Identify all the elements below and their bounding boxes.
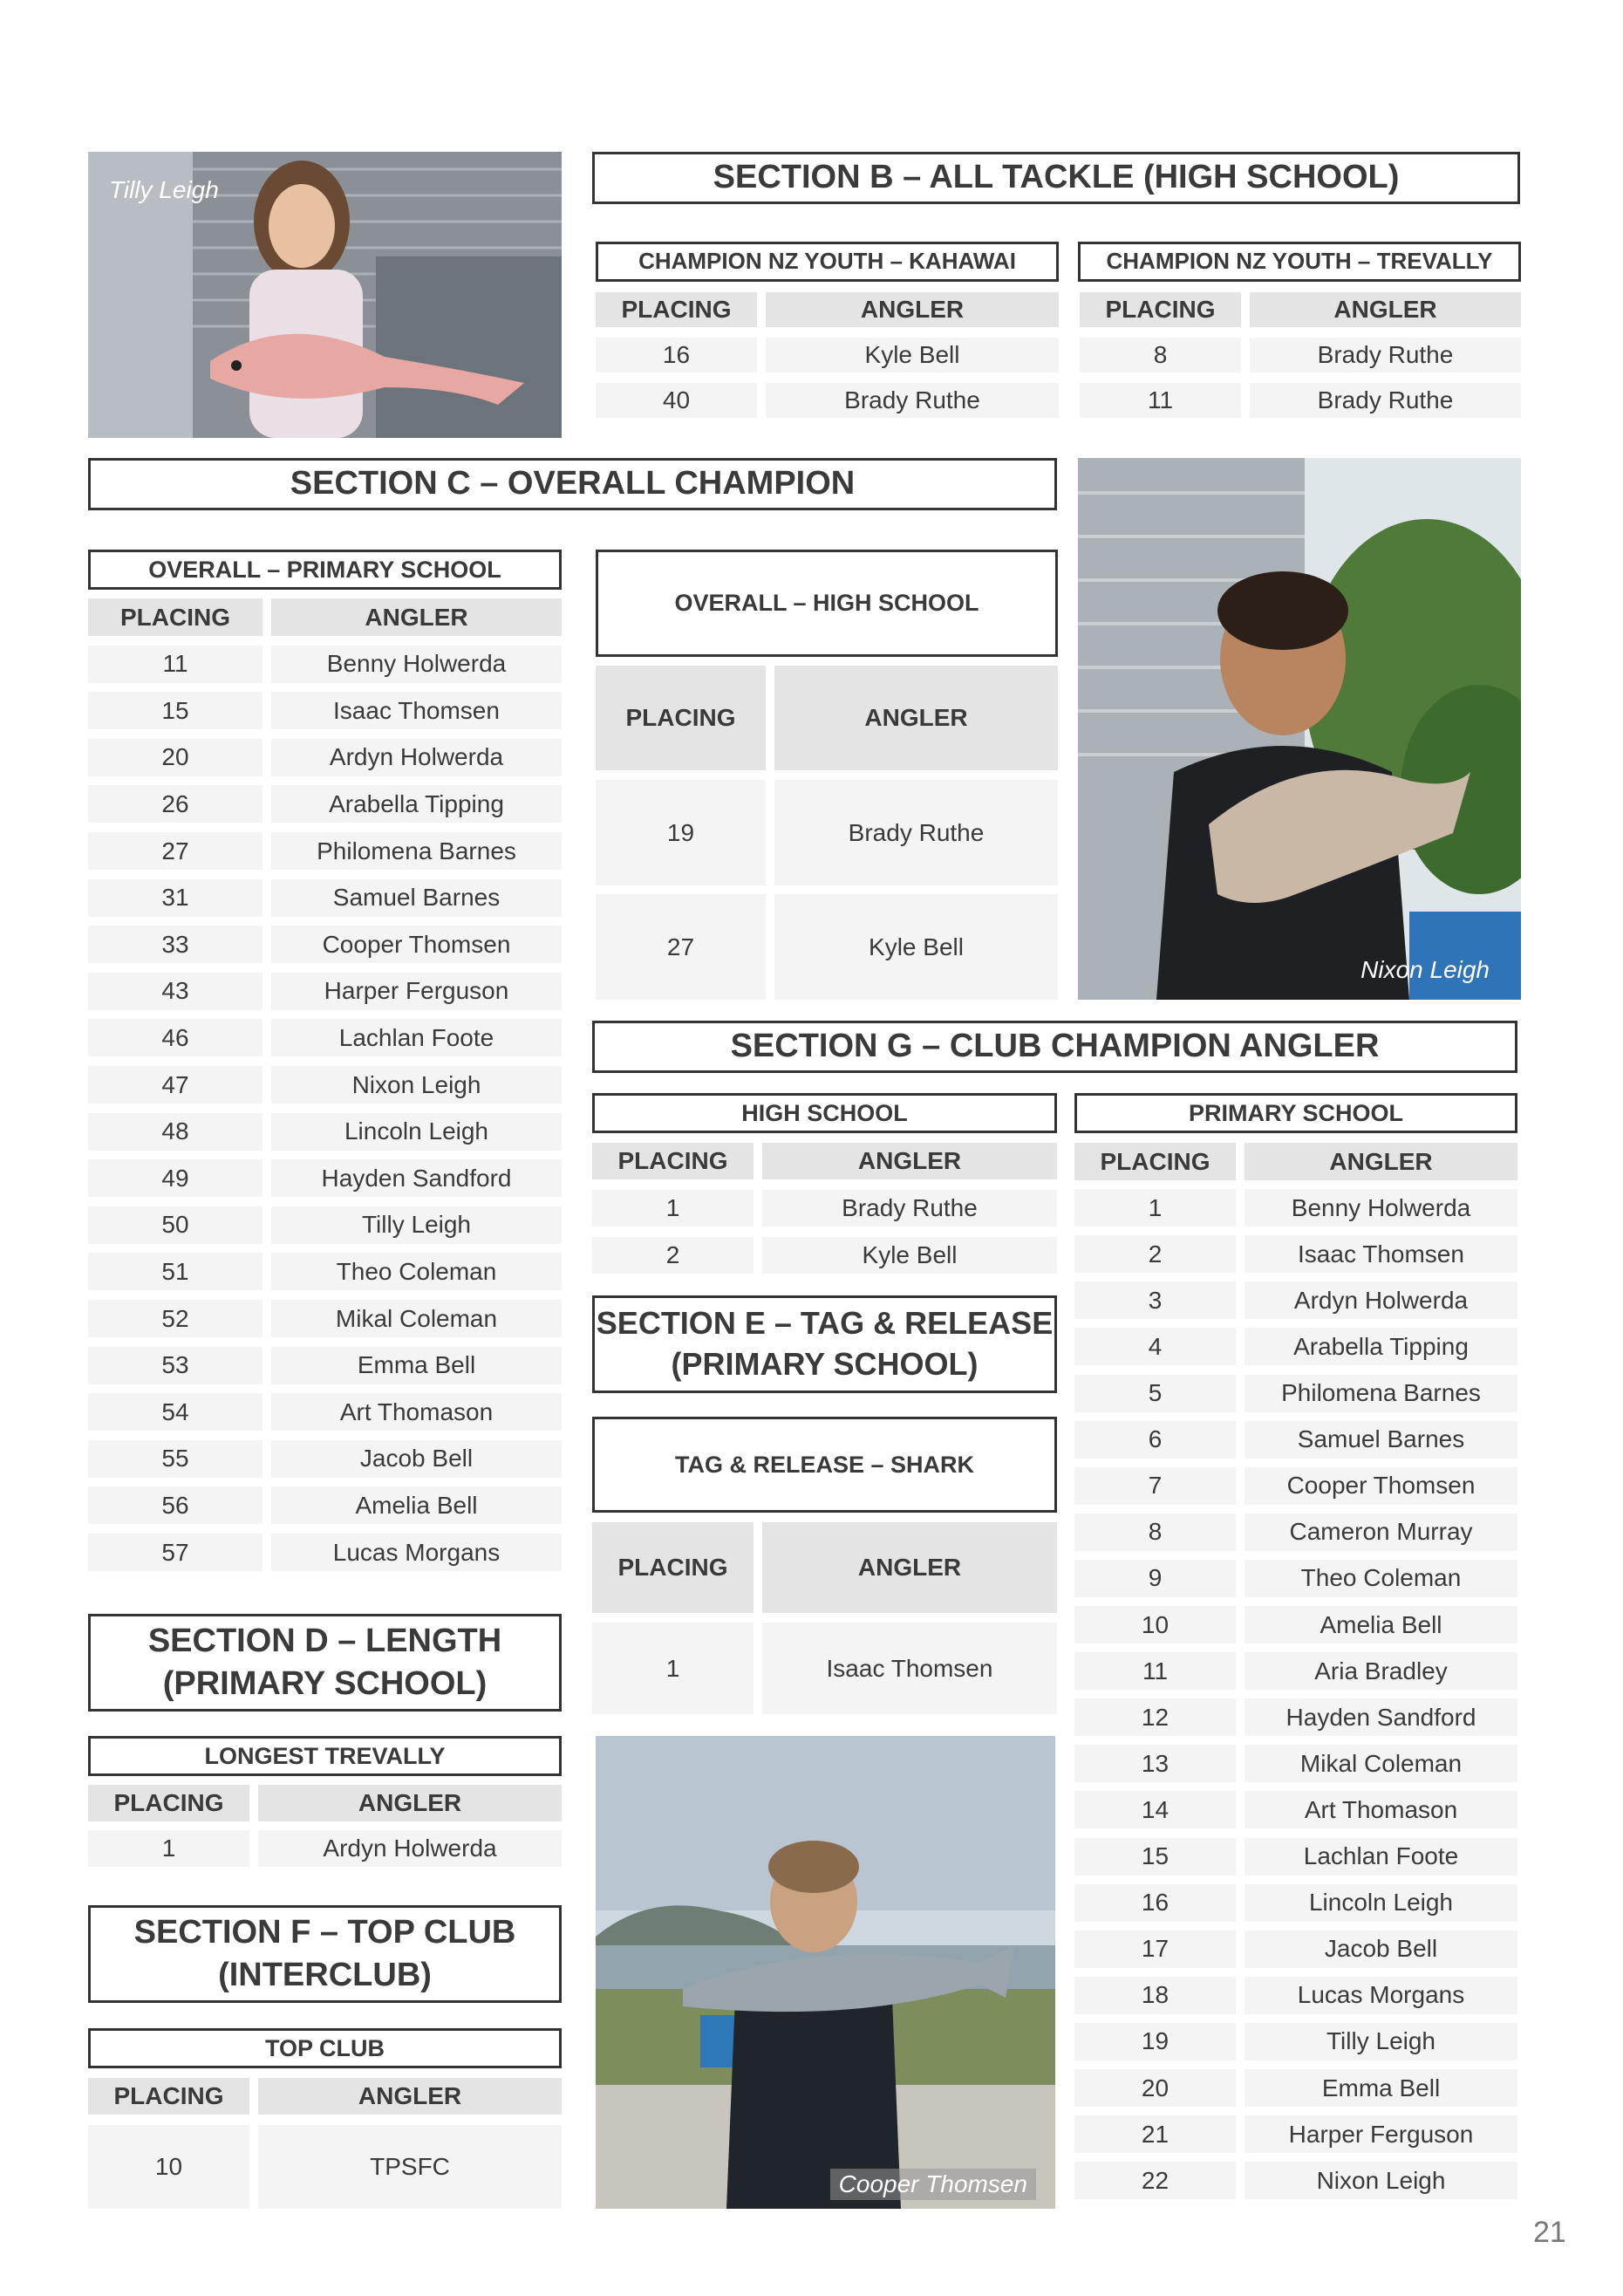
placing-cell: 12 (1074, 1698, 1236, 1736)
placing-cell: 10 (88, 2125, 249, 2209)
placing-cell: 47 (88, 1066, 263, 1104)
table-row (88, 926, 562, 963)
angler-cell: Philomena Barnes (271, 832, 562, 870)
placing-cell: 13 (1074, 1745, 1236, 1782)
placing-cell: 5 (1074, 1375, 1236, 1412)
table-row (88, 1534, 562, 1571)
table-row (1074, 1698, 1517, 1736)
table-row (88, 1159, 562, 1197)
placing-cell: 50 (88, 1206, 263, 1244)
placing-cell: 43 (88, 973, 263, 1010)
table-row (1074, 1838, 1517, 1876)
angler-cell: Samuel Barnes (1245, 1421, 1517, 1459)
table-row (88, 1393, 562, 1431)
placing-cell: 8 (1074, 1514, 1236, 1551)
kahawai-table (596, 292, 1059, 419)
placing-cell: 22 (1074, 2162, 1236, 2199)
angler-cell: Brady Ruthe (762, 1190, 1057, 1227)
table-row (88, 832, 562, 870)
table-row (1080, 383, 1521, 418)
placing-cell: 16 (596, 338, 757, 372)
placing-cell: 9 (1074, 1560, 1236, 1597)
angler-cell: Brady Ruthe (774, 780, 1058, 885)
longest-trevally-table (88, 1785, 562, 1869)
angler-cell: Ardyn Holwerda (1245, 1281, 1517, 1319)
angler-cell: Emma Bell (271, 1347, 562, 1384)
table-row (1074, 1189, 1517, 1227)
angler-cell: Ardyn Holwerda (258, 1830, 562, 1867)
club-primary-table (1074, 1143, 1517, 2207)
angler-cell: Nixon Leigh (271, 1066, 562, 1104)
top-club-title: TOP CLUB (88, 2028, 562, 2068)
club-high-table (592, 1143, 1057, 1274)
shark-table (592, 1522, 1057, 1714)
placing-cell: 15 (88, 692, 263, 729)
placing-header: PLACING (592, 1143, 754, 1179)
angler-cell: Samuel Barnes (271, 879, 562, 917)
kahawai-title: CHAMPION NZ YOUTH – KAHAWAI (596, 242, 1059, 282)
top-club-table (88, 2078, 562, 2209)
placing-cell: 53 (88, 1347, 263, 1384)
placing-cell: 52 (88, 1300, 263, 1337)
angler-cell: Lucas Morgans (1245, 1977, 1517, 2014)
angler-cell: Ardyn Holwerda (271, 739, 562, 776)
angler-cell: Kyle Bell (762, 1237, 1057, 1274)
angler-cell: Theo Coleman (1245, 1560, 1517, 1597)
angler-cell: Mikal Coleman (1245, 1745, 1517, 1782)
placing-cell: 19 (596, 780, 766, 885)
table-row (88, 646, 562, 683)
placing-cell: 2 (592, 1237, 754, 1274)
placing-header: PLACING (88, 598, 263, 636)
table-row (1074, 2162, 1517, 2199)
angler-cell: Arabella Tipping (271, 785, 562, 823)
placing-cell: 26 (88, 785, 263, 823)
angler-cell: Cooper Thomsen (1245, 1467, 1517, 1505)
section-e-title-line2: (PRIMARY SCHOOL) (671, 1346, 979, 1382)
section-d-title (88, 1614, 562, 1712)
table-header-row (88, 598, 562, 636)
table-row (88, 1253, 562, 1290)
section-d-title-line2: (PRIMARY SCHOOL) (162, 1665, 488, 1702)
angler-cell: Harper Ferguson (1245, 2115, 1517, 2153)
angler-cell: Emma Bell (1245, 2069, 1517, 2107)
trevally-table (1080, 292, 1521, 419)
placing-cell: 16 (1074, 1884, 1236, 1922)
table-row (88, 785, 562, 823)
angler-header: ANGLER (774, 666, 1058, 770)
overall-primary-table (88, 598, 562, 1575)
table-row (1074, 1514, 1517, 1551)
angler-cell: Benny Holwerda (271, 646, 562, 683)
overall-high-title: OVERALL – HIGH SCHOOL (596, 550, 1058, 657)
angler-header: ANGLER (766, 292, 1059, 327)
angler-cell: Kyle Bell (766, 338, 1059, 372)
angler-header: ANGLER (762, 1143, 1057, 1179)
placing-cell: 11 (1080, 383, 1241, 418)
placing-header: PLACING (1080, 292, 1241, 327)
placing-cell: 18 (1074, 1977, 1236, 2014)
longest-trevally-title: LONGEST TREVALLY (88, 1736, 562, 1776)
table-row (88, 1019, 562, 1056)
angler-cell: Lincoln Leigh (271, 1113, 562, 1151)
table-row (1074, 1421, 1517, 1459)
placing-cell: 56 (88, 1486, 263, 1524)
placing-cell: 11 (88, 646, 263, 683)
table-row (1074, 1235, 1517, 1273)
angler-cell: Art Thomason (1245, 1791, 1517, 1828)
table-header-row (1074, 1143, 1517, 1180)
placing-cell: 6 (1074, 1421, 1236, 1459)
overall-high-table (596, 666, 1058, 997)
angler-header: ANGLER (271, 598, 562, 636)
angler-cell: Benny Holwerda (1245, 1189, 1517, 1227)
angler-cell: Lucas Morgans (271, 1534, 562, 1571)
section-d-title-line1: SECTION D – LENGTH (147, 1622, 502, 1659)
table-row (88, 1066, 562, 1104)
trevally-title: CHAMPION NZ YOUTH – TREVALLY (1078, 242, 1521, 282)
club-primary-title: PRIMARY SCHOOL (1074, 1093, 1517, 1133)
table-row (1074, 2023, 1517, 2060)
placing-cell: 20 (88, 739, 263, 776)
angler-cell: Jacob Bell (1245, 1930, 1517, 1968)
placing-cell: 2 (1074, 1235, 1236, 1273)
placing-cell: 15 (1074, 1838, 1236, 1876)
placing-cell: 54 (88, 1393, 263, 1431)
table-row (88, 739, 562, 776)
placing-header: PLACING (596, 666, 766, 770)
placing-cell: 27 (596, 894, 766, 1000)
placing-cell: 1 (592, 1190, 754, 1227)
placing-header: PLACING (592, 1522, 754, 1613)
table-row (88, 1300, 562, 1337)
angler-header: ANGLER (258, 1785, 562, 1821)
photo-caption: Cooper Thomsen (830, 2169, 1036, 2200)
table-row (88, 692, 562, 729)
table-row (596, 383, 1059, 418)
table-row (1080, 338, 1521, 372)
table-row (596, 894, 1058, 1000)
placing-cell: 14 (1074, 1791, 1236, 1828)
placing-cell: 17 (1074, 1930, 1236, 1968)
table-row (1074, 2115, 1517, 2153)
angler-cell: Cooper Thomsen (271, 926, 562, 963)
section-b-title: SECTION B – ALL TACKLE (HIGH SCHOOL) (592, 152, 1520, 204)
section-f-title-line1: SECTION F – TOP CLUB (133, 1913, 516, 1951)
table-row (592, 1190, 1057, 1227)
table-row (1074, 1328, 1517, 1365)
section-c-title: SECTION C – OVERALL CHAMPION (88, 458, 1057, 510)
angler-cell: Lincoln Leigh (1245, 1884, 1517, 1922)
placing-cell: 21 (1074, 2115, 1236, 2153)
angler-cell: Isaac Thomsen (271, 692, 562, 729)
section-f-title (88, 1905, 562, 2003)
section-e-title-line1: SECTION E – TAG & RELEASE (596, 1305, 1054, 1342)
placing-cell: 8 (1080, 338, 1241, 372)
angler-header: ANGLER (762, 1522, 1057, 1613)
table-row (1074, 1606, 1517, 1643)
table-row (1074, 1977, 1517, 2014)
photo-tilly-leigh (88, 152, 562, 438)
placing-cell: 51 (88, 1253, 263, 1290)
placing-cell: 1 (592, 1623, 754, 1714)
angler-cell: Hayden Sandford (271, 1159, 562, 1197)
angler-cell: Art Thomason (271, 1393, 562, 1431)
overall-primary-title: OVERALL – PRIMARY SCHOOL (88, 550, 562, 590)
angler-cell: Nixon Leigh (1245, 2162, 1517, 2199)
placing-cell: 7 (1074, 1467, 1236, 1505)
photo-caption: Tilly Leigh (109, 176, 219, 203)
table-row (1074, 1375, 1517, 1412)
table-row (596, 338, 1059, 372)
table-row (1074, 1884, 1517, 1922)
placing-cell: 3 (1074, 1281, 1236, 1319)
section-g-title: SECTION G – CLUB CHAMPION ANGLER (592, 1021, 1517, 1073)
table-row (1074, 1652, 1517, 1690)
placing-cell: 19 (1074, 2023, 1236, 2060)
angler-cell: Philomena Barnes (1245, 1375, 1517, 1412)
table-row (596, 780, 1058, 885)
placing-cell: 33 (88, 926, 263, 963)
table-row (88, 879, 562, 917)
placing-cell: 4 (1074, 1328, 1236, 1365)
placing-cell: 20 (1074, 2069, 1236, 2107)
angler-cell: Isaac Thomsen (762, 1623, 1057, 1714)
placing-cell: 31 (88, 879, 263, 917)
table-row (1074, 2069, 1517, 2107)
placing-header: PLACING (88, 1785, 249, 1821)
placing-cell: 27 (88, 832, 263, 870)
table-row (88, 973, 562, 1010)
table-row (88, 1440, 562, 1478)
angler-cell: Tilly Leigh (271, 1206, 562, 1244)
angler-cell: Jacob Bell (271, 1440, 562, 1478)
table-row (1074, 1930, 1517, 1968)
photo-caption: Nixon Leigh (1360, 956, 1490, 983)
club-high-title: HIGH SCHOOL (592, 1093, 1057, 1133)
table-row (1074, 1467, 1517, 1505)
angler-cell: Brady Ruthe (1250, 383, 1521, 418)
table-row (1074, 1745, 1517, 1782)
angler-cell: Isaac Thomsen (1245, 1235, 1517, 1273)
page-number: 21 (1533, 2216, 1566, 2249)
table-row (1074, 1791, 1517, 1828)
angler-cell: Lachlan Foote (1245, 1838, 1517, 1876)
section-f-title-line2: (INTERCLUB) (218, 1957, 432, 1993)
angler-cell: Kyle Bell (774, 894, 1058, 1000)
angler-cell: Amelia Bell (1245, 1606, 1517, 1643)
angler-cell: Arabella Tipping (1245, 1328, 1517, 1365)
placing-cell: 1 (1074, 1189, 1236, 1227)
table-row (88, 1113, 562, 1151)
angler-header: ANGLER (1250, 292, 1521, 327)
table-row (88, 1486, 562, 1524)
angler-cell: Lachlan Foote (271, 1019, 562, 1056)
placing-cell: 46 (88, 1019, 263, 1056)
angler-cell: TPSFC (258, 2125, 562, 2209)
table-row (1074, 1281, 1517, 1319)
table-row (88, 1347, 562, 1384)
placing-cell: 11 (1074, 1652, 1236, 1690)
angler-cell: Hayden Sandford (1245, 1698, 1517, 1736)
table-row (88, 2125, 562, 2209)
photo-nixon-leigh (1078, 458, 1521, 1000)
table-row (592, 1623, 1057, 1714)
photo-cooper-thomsen (596, 1736, 1055, 2209)
placing-header: PLACING (88, 2078, 249, 2115)
placing-header: PLACING (596, 292, 757, 327)
angler-header: ANGLER (258, 2078, 562, 2115)
section-e-title (592, 1295, 1057, 1393)
angler-cell: Harper Ferguson (271, 973, 562, 1010)
table-row (88, 1830, 562, 1867)
placing-cell: 49 (88, 1159, 263, 1197)
angler-header: ANGLER (1245, 1143, 1517, 1180)
angler-cell: Cameron Murray (1245, 1514, 1517, 1551)
placing-cell: 48 (88, 1113, 263, 1151)
angler-cell: Amelia Bell (271, 1486, 562, 1524)
angler-cell: Mikal Coleman (271, 1300, 562, 1337)
table-row (88, 1206, 562, 1244)
placing-cell: 10 (1074, 1606, 1236, 1643)
placing-cell: 1 (88, 1830, 249, 1867)
table-row (1074, 1560, 1517, 1597)
angler-cell: Brady Ruthe (1250, 338, 1521, 372)
placing-cell: 40 (596, 383, 757, 418)
shark-title: TAG & RELEASE – SHARK (592, 1417, 1057, 1513)
placing-header: PLACING (1074, 1143, 1236, 1180)
angler-cell: Aria Bradley (1245, 1652, 1517, 1690)
placing-cell: 57 (88, 1534, 263, 1571)
angler-cell: Tilly Leigh (1245, 2023, 1517, 2060)
angler-cell: Theo Coleman (271, 1253, 562, 1290)
angler-cell: Brady Ruthe (766, 383, 1059, 418)
table-row (592, 1237, 1057, 1274)
placing-cell: 55 (88, 1440, 263, 1478)
